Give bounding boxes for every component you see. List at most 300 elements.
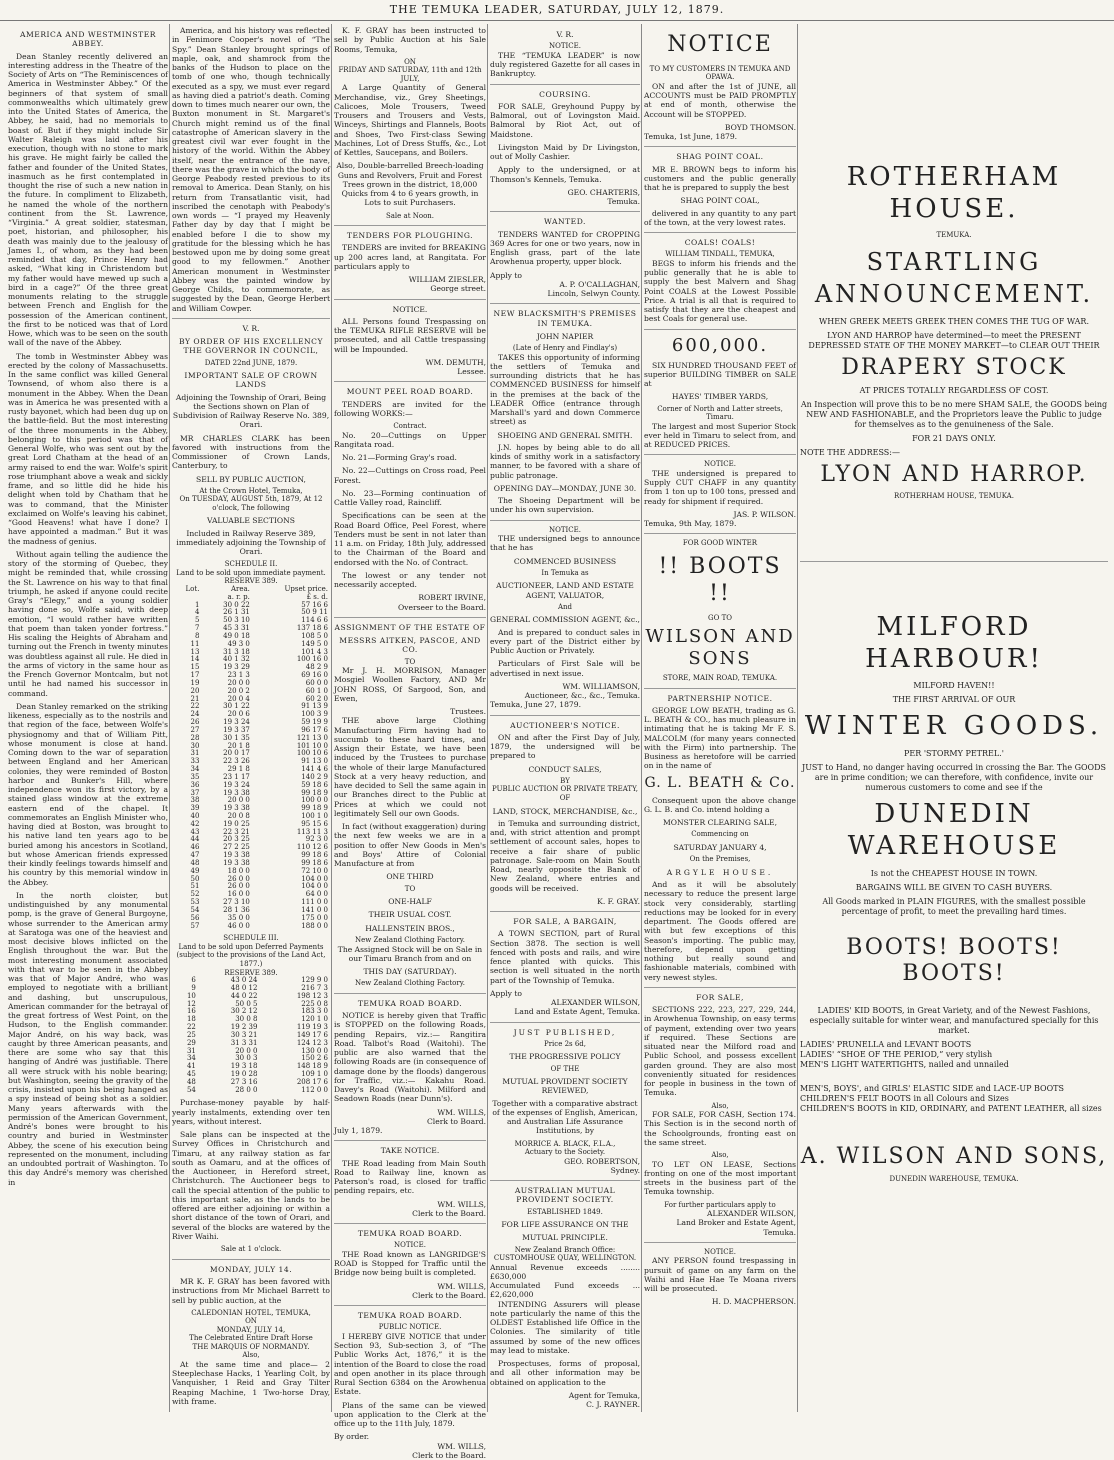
divider xyxy=(644,1242,796,1243)
table-cell: 9 xyxy=(191,983,196,992)
title: Overseer to the Board. xyxy=(397,602,486,612)
table-cell: 188 0 0 xyxy=(301,921,328,930)
land-stock: LAND, STOCK, MERCHANDISE, &c., xyxy=(492,806,638,816)
take-notice: TAKE NOTICE. xyxy=(380,1146,440,1156)
chaff-text: THE undersigned is prepared to Supply CUT CHAFF in any quantity from 1 ton up to 100 tons, pressed and ready for shipment if required. xyxy=(644,468,796,506)
table-cell: 225 0 8 xyxy=(301,999,328,1008)
table-cell: 112 0 0 xyxy=(301,1085,328,1094)
contract-item: No. 20—Cuttings on Upper Rangitata road. xyxy=(334,430,486,449)
signature: ALEXANDER WILSON, xyxy=(551,998,640,1007)
divider xyxy=(334,381,486,382)
public-notice: PUBLIC NOTICE. xyxy=(378,1323,442,1332)
tindall: WILLIAM TINDALL, TEMUKA, xyxy=(665,250,775,259)
divider xyxy=(334,1305,486,1306)
greek-line: WHEN GREEK MEETS GREEK THEN COMES THE TUG OF WAR. xyxy=(819,316,1089,326)
table-cell: 4 xyxy=(194,608,200,617)
article-heading: AMERICA AND WESTMINSTER ABBEY. xyxy=(20,30,156,49)
divider xyxy=(644,232,796,233)
table-cell: 130 0 0 xyxy=(301,1046,328,1055)
and: And xyxy=(557,602,573,611)
amp-heading: AUSTRALIAN MUTUAL PROVIDENT SOCIETY. xyxy=(514,1186,616,1205)
table-cell: 50 9 11 xyxy=(301,608,328,617)
prunella: LADIES' PRUNELLA and LEVANT BOOTS LADIES' “SHOE OF THE PERIOD,” very stylish MEN'S LIGHT WATERTIGHTS, nailed and unnailed xyxy=(800,1040,1009,1070)
annual-revenue: Annual Revenue exceeds ........ £630,000 xyxy=(490,1262,640,1281)
table-cell: 48 xyxy=(190,858,200,867)
signature: WM. DEMUTH, xyxy=(425,357,486,367)
assignment-heading: ASSIGNMENT OF THE ESTATE OF xyxy=(334,622,486,632)
timber-text: SIX HUNDRED THOUSAND FEET of superior BUILDING TIMBER on SALE at xyxy=(644,360,796,389)
table-cell: 22 xyxy=(186,1023,196,1032)
monday-date: MONDAY, JULY 14, xyxy=(216,1325,286,1334)
table-cell: 18 xyxy=(186,1015,196,1024)
column-rule xyxy=(487,24,488,1412)
col-header: Lot. xyxy=(185,584,200,593)
address: George street. xyxy=(430,284,486,294)
commencing: Commencing on xyxy=(691,830,749,839)
sale-time: Sale at 1 o'clock. xyxy=(220,1245,282,1254)
table-cell: 20 0 2 xyxy=(227,686,250,695)
title: Clerk to Board. xyxy=(427,1116,486,1126)
notice-heading: NOTICE. xyxy=(704,460,736,469)
table-cell: 39 xyxy=(190,804,200,813)
table-cell: 23 1 3 xyxy=(227,671,250,680)
policy: THE PROGRESSIVE POLICY xyxy=(509,1052,621,1062)
established: ESTABLISHED 1849. xyxy=(527,1207,603,1216)
table-cell: 30 0 3 xyxy=(235,1054,258,1063)
col-units: a. r. p. xyxy=(227,592,250,601)
shoeing: SHOEING AND GENERAL SMITH. xyxy=(497,430,633,440)
table-cell: 20 0 6 xyxy=(227,710,250,719)
shag-coal: SHAG POINT COAL, xyxy=(680,196,760,206)
table-cell: 46 0 0 xyxy=(227,921,250,930)
customers-text: ON and after the 1st of JUNE, all ACCOUNTS must be PAID PROMPTLY at end of month, otherwise the Account will be STOPPED. xyxy=(644,81,796,119)
article-paragraph: America, and his history was reflected in Fenimore Cooper's novel of “The Spy.” Dean Stanley brought springs of maple, oak, and shamrock from the banks of the Hudson to place on the tomb of one who, though technically executed as a spy, we must ever regard as having died a patriot's death. Coming down to times much nearer our own, the Buxton monument in St. Margaret's Church might remind us of the final catastrophe of American slavery in the greatest civil war ever fought in the history of the world. Within the Abbey itself, near the entrance of the nave, there was the grave in which the body of George Peabody rested previous to its removal to America. Dean Stanly, on his return from Transatlantic visit, had inscribed the cenotaph with Peabody's own words — “I prayed my Heavenly Father day by day that I might be enabled before I die to show my gratitude for the blessing which he has bestowed upon me by doing some great good to my fellowmen.” Another American monument in Westminster Abbey was the painted window by George Childs, to commemorate, as suggested by the Dean, George Herbert and William Cowper. xyxy=(172,26,330,313)
shag-heading: SHAG POINT COAL. xyxy=(676,152,764,162)
black-name: MORRICE A. BLACK, F.L.A., xyxy=(514,1139,616,1148)
table-cell: 26 xyxy=(190,718,200,727)
mutual-reviewed: MUTUAL PROVIDENT SOCIETY REVIEWED, xyxy=(502,1077,628,1096)
sections-text: SECTIONS 222, 223, 227, 229, 244, in Arowhenua Township, on easy terms of payment, extending over two years if required. These Sections are situated near the Milford road and Public School, and possess excellent garden ground. They are also most conveniently situated for residences for people in business in the town of Temuka. xyxy=(644,1005,796,1098)
table-cell: 20 1 8 xyxy=(227,741,250,750)
blacksmith-heading: NEW BLACKSMITH'S PREMISES IN TEMUKA. xyxy=(493,309,637,328)
table-cell: 198 12 3 xyxy=(296,991,328,1000)
public-notice-text: I HEREBY GIVE NOTICE that under Section 93, Sub-section 3, of “The Public Works Act, 1876,” it is the intention of the Board to close the road and open another in its place through Rural Section 6384 on the Arowhenua Estate. xyxy=(334,1331,486,1397)
nz-branch: New Zealand Branch Office: xyxy=(514,1245,616,1254)
lease-text: TO LET ON LEASE, Sections fronting on one of the most important streets in the business part of the Temuka township. xyxy=(644,1159,796,1197)
morrison: Mr J. H. MORRISON, Manager Mosgiel Woollen Factory, AND Mr JOHN ROSS, Of Sargood, Son, and Ewen, xyxy=(334,666,486,703)
prices-line: AT PRICES TOTALLY REGARDLESS OF COST. xyxy=(859,385,1049,395)
table-cell: 33 xyxy=(190,757,200,766)
table-cell: 5 xyxy=(194,616,200,625)
table-cell: 27 3 10 xyxy=(223,898,250,907)
table-cell: 113 11 3 xyxy=(296,827,328,836)
sale-heading: IMPORTANT SALE OF CROWN LANDS xyxy=(184,371,318,390)
table-cell: 100 10 6 xyxy=(296,749,328,758)
column-2 xyxy=(172,26,330,1411)
table-cell: 30 0 8 xyxy=(235,1015,258,1024)
table-cell: 19 0 28 xyxy=(230,1070,258,1078)
together-text: Together with a comparative abstract of the expenses of English, American, and Australian Life Assurance Institutions, by xyxy=(492,1098,638,1136)
dated: DATED 22nd JUNE, 1879. xyxy=(204,358,298,367)
table-cell: 20 0 0 xyxy=(235,1046,258,1055)
table-cell: 19 xyxy=(190,678,200,687)
actuary: Actuary to the Society. xyxy=(524,1148,606,1157)
table-cell: 23 1 17 xyxy=(223,772,250,781)
corner: Corner of North and Latter streets, Timaru. xyxy=(657,404,783,422)
also: Also, xyxy=(711,1101,729,1110)
table-cell: 6 xyxy=(191,976,196,985)
terms-2: Sale plans can be inspected at the Survey Offices in Christchurch and Timaru, at any railway station as far south as Oamaru, and at the offices of the Auctioneer, in Hereford street, Christchurch. The Auctioneer begs to call the special attention of the public to this important sale, as the lands to be offered are either adjoining or within a short distance of the town of Orari, and several of the blocks are watered by the River Waihi. xyxy=(172,1130,330,1241)
table-cell: 60 2 0 xyxy=(305,694,328,703)
table-cell: 149 17 6 xyxy=(296,1030,328,1039)
col-units: £ s. d. xyxy=(306,592,328,601)
table-cell: 99 18 9 xyxy=(301,804,328,813)
table-cell: 208 17 6 xyxy=(296,1077,328,1086)
table-cell: 101 4 3 xyxy=(301,647,328,656)
table-cell: 45 xyxy=(186,1070,196,1078)
table-cell: 54 xyxy=(190,905,200,914)
table-cell: 20 0 4 xyxy=(227,694,250,703)
table-cell: 22 xyxy=(190,702,200,711)
table-cell: 20 3 25 xyxy=(223,835,250,844)
signature: WM. WILLS, xyxy=(437,1281,486,1291)
table-cell: 28 1 36 xyxy=(223,905,250,914)
prepared-text: And is prepared to conduct sales in every part of the District either by Public Auction or Privately. xyxy=(490,627,640,656)
customhouse: CUSTOMHOUSE QUAY, WELLINGTON. xyxy=(493,1254,637,1263)
table-cell: 43 0 24 xyxy=(230,976,258,985)
article-paragraph: In the north cloister, but undistinguished by any monumental pomp, is the grave of General Burgoyne, whose surrender to the American army at Saratoga was one of the heaviest and most decisive blows inflicted on the English throughout the war. But the most interesting monument associated with that war to be seen in the Abbey was that of Major André, who was employed to negotiate with a brilliant and dashing, but unscrupulous, American commander for the betrayal of the great fortress of West Point, on the Hudson, to the English commander. Major André, on his way back, was caught by three American peasants, and there are some who say that this hanging of André was justifiable. There all were struck with his noble bearing; but Washington, seeing the gravity of the crisis, insisted upon his being hanged as a spy instead of being shot as a soldier. Many years afterwards with the permission of the American Government, André's bones were brought to his country and buried in Westminster Abbey, the scene of his execution being represented on the monument, including an undoubted portrait of Washington. To this day André's memory was cherished in xyxy=(8,890,168,1187)
premises: On the Premises, xyxy=(689,855,751,864)
valuable-heading: VALUABLE SECTIONS xyxy=(206,516,295,526)
contract-item: No. 22—Cuttings on Cross road, Peel Forest. xyxy=(334,466,486,485)
table-cell: 108 5 0 xyxy=(301,631,328,640)
date: July 1, 1879. xyxy=(334,1126,383,1136)
title: Lessee. xyxy=(457,367,486,377)
column-rule xyxy=(641,24,642,1412)
col-header: Upset price. xyxy=(284,584,328,593)
consequent-text: Consequent upon the above change G. L. B. and Co. intend holding a xyxy=(644,795,796,814)
table-cell: 35 xyxy=(190,772,200,781)
conduct-sales: CONDUCT SALES, xyxy=(528,764,602,774)
table-cell: 43 xyxy=(190,827,200,836)
table-cell: 11 xyxy=(190,639,200,648)
table-cell: 42 xyxy=(190,819,200,828)
table-cell: 30 1 22 xyxy=(223,702,250,711)
largest-text: The largest and most Superior Stock ever held in Timaru to select from, and at REDUCED PRICES. xyxy=(644,421,796,450)
trespass-text: ANY PERSON found trespassing in pursuit of game on any farm on the Waihi and Hae Hae Te Moana rivers will be prosecuted. xyxy=(644,1256,796,1294)
town-section-text: A TOWN SECTION, part of Rural Section 3878. The section is well fenced with posts and rails, and wire fence planted with quicks. This section is well situated in the north part of the Township of Temuka. xyxy=(490,929,640,985)
coursing-heading: COURSING. xyxy=(539,89,591,99)
customers-heading: TO MY CUSTOMERS IN TEMUKA AND OPAWA. xyxy=(649,64,791,82)
table-cell: 60 0 0 xyxy=(305,678,328,687)
six-hundred: 600,000. xyxy=(671,334,769,356)
column-6 xyxy=(800,26,1108,1411)
coursing-text: FOR SALE, Greyhound Puppy by Balmoral, out of Lovingston Maid. Balmoral by Riot Act, out of Maidstone. xyxy=(490,101,640,139)
table-cell: 19 3 38 xyxy=(223,788,250,797)
table-cell: 44 0 22 xyxy=(230,991,258,1000)
table-cell: 175 0 0 xyxy=(301,913,328,922)
dw-address: DUNEDIN WAREHOUSE, TEMUKA. xyxy=(889,1175,1019,1184)
rotherham-house: ROTHERHAM HOUSE. xyxy=(846,162,1062,224)
auctioneers-notice: AUCTIONEER'S NOTICE. xyxy=(510,720,620,730)
sell-line: SELL BY PUBLIC AUCTION, xyxy=(196,474,306,484)
divider xyxy=(172,1259,330,1260)
winter-goods: WINTER GOODS. xyxy=(804,711,1104,742)
shoeing-dept: The Shoeing Department will be under his own supervision. xyxy=(490,496,640,515)
table-cell: 104 0 0 xyxy=(301,874,328,883)
life-assurance: FOR LIFE ASSURANCE ON THE xyxy=(501,1220,629,1230)
cheapest: Is not the CHEAPEST HOUSE IN TOWN. xyxy=(870,868,1038,878)
table-cell: 91 13 0 xyxy=(301,757,328,766)
article-paragraph: Dean Stanley recently delivered an interesting address in the Theatre of the Society of Arts on “The Reminiscences of America in Westminster Abbey.” Of the beginners of that system of small commonwealths which ultimately grew into the United States of America, the Abbey, he said, had no memorials to boast of. But if they might include Sir Walter Raleigh was laid after his execution, though with no stone to mark his grave. He might fairly be called the father and founder of the United States, inasmuch as he first contemplated in thought the rise of such a new nation in the future. In compliment to Elizabeth, he named the whole of the northern continent from the St. Lawrence, “Virginia.” A great soldier, statesman, poet, historian, and philosopher, his death was mainly due to the jealousy of James I., of whom, as they had been reminded that day, Prince Henry had asked, “What king in Christendom but my father would have mewed up such a bird in a cage?” Of the three great monuments relating to the struggle between French and English for the possession of the American continent, the first to be noticed was that of Lord Howe, which was to be seen on the south wall of the nave of the Abbey. xyxy=(8,51,168,348)
days-line: FOR 21 DAYS ONLY. xyxy=(912,433,996,443)
schedule-ii: SCHEDULE II. xyxy=(224,560,278,569)
divider xyxy=(644,688,796,689)
wilson-sons: WILSON AND SONS xyxy=(645,626,795,670)
notice-heading: NOTICE. xyxy=(549,42,581,51)
milford-harbour: MILFORD HARBOUR! xyxy=(865,611,1043,674)
table-cell: 19 3 29 xyxy=(223,663,250,672)
table-cell: 150 2 6 xyxy=(301,1054,328,1063)
article-paragraph: The tomb in Westminster Abbey was erected by the colony of Massachusetts. In the same conflict was killed General Townsend, of whom also there is a monument in the Abbey. When the Dean was in America he was presented with a rusty bayonet, which had been dug up on the battle-field. But the most interesting of the three monuments in the Abbey, belonging to this period was that of General Wolfe, who was sent out by the great Lord Chatham at the head of an army raised to end the war. Wolfe's spirit rose triumphant above a weak and sickly frame, and so little did he hide his delight when told by Chatham that he was to command, that the Minister exclaimed on Wolfe's leaving his cabinet, “Good Heavens! what have I done? I have appointed a madman.” But it was the madness of genius. xyxy=(8,351,168,546)
signature: H. D. MACPHERSON. xyxy=(711,1297,796,1307)
late: (Late of Henry and Findlay's) xyxy=(512,344,618,353)
article-paragraph: Dean Stanley remarked on the striking likeness, especially as to the nostrils and that region of the face, between Wolfe's physiognomy and that of William Pitt, whose monument is close at hand. Coming down to the war of separation between England and her American colonies, they were reminded of Boston harbor and Bunker's Hill, where independence won its first victory, by a stained glass window at the extreme eastern end of the chapel. It commemorates an English Minister who, having died at Boston, was brought to his native land ten years ago to be buried among his ancestors in Scotland, but whose American friends expressed their kindly feelings towards himself and his country by this memorial window in the Abbey. xyxy=(8,701,168,887)
store: STORE, MAIN ROAD, TEMUKA. xyxy=(662,674,778,683)
table-cell: 100 3 9 xyxy=(301,710,328,719)
signature: GEO. CHARTERIS, xyxy=(567,187,640,197)
table-cell: 8 xyxy=(194,631,200,640)
boots-big: !! BOOTS !! xyxy=(658,554,782,606)
divider xyxy=(800,561,1108,562)
table-cell: 40 1 32 xyxy=(223,655,250,664)
signature: WILLIAM ZIESLER, xyxy=(408,275,486,285)
apply: Apply to xyxy=(490,988,522,998)
notice-text: ALL Persons found Trespassing on the TEMUKA RIFLE RESERVE will be prosecuted, and all Cattle trespassing will be Impounded. xyxy=(334,316,486,354)
table-cell: 26 1 31 xyxy=(223,608,250,617)
table-cell: 41 xyxy=(186,1062,196,1071)
date: Temuka, 1st June, 1879. xyxy=(644,132,738,142)
table-cell: 24 xyxy=(190,710,200,719)
gray-sale: K. F. GRAY has been instructed to sell by Public Auction at his Sale Rooms, Temuka, xyxy=(334,26,486,54)
place: Sydney. xyxy=(610,1165,640,1175)
table-cell: 72 10 0 xyxy=(301,866,328,875)
table-cell: 19 3 38 xyxy=(223,804,250,813)
column-rule xyxy=(169,24,170,1412)
marquis: THE MARQUIS OF NORMANDY. xyxy=(192,1342,310,1351)
agent: Agent for Temuka, xyxy=(568,1390,640,1400)
also: Also, xyxy=(242,1351,260,1360)
table-cell: 100 16 0 xyxy=(296,655,328,664)
one-third: ONE THIRD xyxy=(386,872,434,882)
column-4 xyxy=(490,26,640,1411)
road-board-heading: TEMUKA ROAD BOARD. xyxy=(357,1311,463,1321)
table-cell: 31 3 18 xyxy=(223,647,250,656)
sell-at: At the Crown Hotel, Temuka, xyxy=(199,486,303,495)
divider xyxy=(490,303,640,304)
table-cell: 149 5 0 xyxy=(301,639,328,648)
table-cell: 104 0 0 xyxy=(301,882,328,891)
table-cell: 20 0 0 xyxy=(227,678,250,687)
table-cell: 124 12 3 xyxy=(296,1038,328,1047)
monday-heading: MONDAY, JULY 14. xyxy=(209,1264,293,1274)
accumulated-fund: Accumulated Fund exceeds ... £2,620,000 xyxy=(490,1281,640,1300)
table-cell: 29 1 8 xyxy=(227,765,250,774)
table-cell: 114 6 6 xyxy=(301,616,328,625)
table-cell: 17 xyxy=(190,671,200,680)
note-address: NOTE THE ADDRESS:— xyxy=(800,447,900,457)
table-cell: 30 1 35 xyxy=(223,733,250,742)
stock-list: A Large Quantity of General Merchandise, viz., Grey Sheetings, Calicoes, Mole Trousers, Tweed Trousers and Trousers and Vests, Winceys, Shirtings and Flannels, Boots and Shoes, Two First-class Sewing Machines, Lot of Dress Stuffs, &c., Lot of Kettles, Saucepans, and Boilers. xyxy=(334,83,486,158)
mount-peel-heading: MOUNT PEEL ROAD BOARD. xyxy=(346,387,474,397)
table-cell: 30 3 21 xyxy=(230,1030,258,1039)
just-published: JUST PUBLISHED, xyxy=(513,1027,617,1037)
celebrated: The Celebrated Entire Draft Horse xyxy=(189,1334,313,1343)
inspection-text: An Inspection will prove this to be no mere SHAM SALE, the GOODS being NEW AND FASHIONABLE, and the Proprietors leave the Public to judge for themselves as to the genuineness of the Sale. xyxy=(800,399,1108,429)
place: Lincoln, Selwyn County. xyxy=(547,289,640,299)
table-cell: 91 13 9 xyxy=(301,702,328,711)
vr-crest: V. R. xyxy=(242,323,260,333)
dunedin-warehouse: DUNEDIN WAREHOUSE xyxy=(847,799,1061,861)
and-as-text: And as it will be absolutely necessary to reduce the present large stock very considerably, startling reductions may be looked for in every department. The Goods offered are with but few exceptions of this Season's importing. The public may, therefore, depend upon getting nothing but really sound and fashionable materials, combined with very newest styles. xyxy=(644,880,796,982)
divider xyxy=(644,454,796,455)
table-cell: 109 1 0 xyxy=(301,1070,328,1078)
included-text: Included in Railway Reserve 389, immediately adjoining the Township of Orari. xyxy=(176,528,326,557)
divider xyxy=(644,533,796,534)
table-cell: 92 3 0 xyxy=(305,835,328,844)
schedule-iii-table xyxy=(172,977,330,1094)
table-cell: 216 7 3 xyxy=(301,983,328,992)
table-cell: 54 xyxy=(186,1085,196,1094)
monster-sale: MONSTER CLEARING SALE, xyxy=(663,818,777,828)
table-cell: 49 xyxy=(190,866,200,875)
one-half: ONE-HALF xyxy=(388,897,432,907)
argyle-house: ARGYLE HOUSE. xyxy=(666,867,774,877)
brown-text: MR E. BROWN begs to inform his customers and the public generally that he is prepared to supply the best xyxy=(644,164,796,193)
nz-factory: New Zealand Clothing Factory. xyxy=(355,979,465,988)
signature: A. P. O'CALLAGHAN, xyxy=(559,279,640,289)
by: BY xyxy=(560,776,570,785)
bargain-heading: FOR SALE, A BARGAIN, xyxy=(513,917,617,926)
table-cell: 30 xyxy=(190,741,200,750)
tindall-text: BEGS to inform his friends and the public generally that he is able to supply the best Malvern and Shag Point COALS at the Lowest Possible Price. A trial is all that is required to satisfy that they are the cheapest and best Coals for general use. xyxy=(644,258,796,324)
place: Temuka. xyxy=(607,197,640,207)
glb-firm: G. L. BEATH & Co. xyxy=(644,774,796,791)
prospectus-text: Prospectuses, forms of proposal, and all other information may be obtained on application to the xyxy=(490,1359,640,1387)
table-cell: 148 18 9 xyxy=(296,1062,328,1071)
signature: GEO. ROBERTSON, xyxy=(564,1156,640,1166)
auctioneer: AUCTIONEER, LAND AND ESTATE AGENT, VALUATOR, xyxy=(496,581,634,600)
opening-day: OPENING DAY—MONDAY, JUNE 30. xyxy=(493,483,637,493)
table-cell: 100 0 0 xyxy=(301,796,328,805)
anotice-text: ON and after the First Day of July, 1879, the undersigned will be prepared to xyxy=(490,732,640,761)
further: For further particulars apply to xyxy=(664,1200,776,1209)
signature: ALEXANDER WILSON, xyxy=(707,1209,796,1219)
schedule-ii-table xyxy=(172,586,330,930)
stormy-petrel: PER 'STORMY PETREL.' xyxy=(904,749,1004,759)
sale-noon: Sale at Noon. xyxy=(385,211,435,220)
reserve-label: RESERVE 389. xyxy=(224,968,278,977)
on: ON xyxy=(245,1317,257,1326)
divider xyxy=(490,911,640,912)
in-temuka-text: in Temuka and surrounding district, and, with strict attention and prompt settlement of account sales, hopes to receive a fair share of public patronage. Sale-room on Main South Road, nearly opposite the Bank of New Zealand, where entries and goods will be received. xyxy=(490,818,640,893)
table-cell: 40 xyxy=(190,811,200,820)
table-cell: 26 0 0 xyxy=(227,874,250,883)
table-cell: 19 0 25 xyxy=(223,819,250,828)
table-cell: 19 3 24 xyxy=(223,780,250,789)
spec-text: Specifications can be seen at the Road Board Office, Peel Forest, where Tenders must be sent in not later than 11 a.m. on Friday, 18th July, addressed to the Chairman of the Board and endorsed with the No. of Contract. xyxy=(334,511,486,567)
in-temuka: In Temuka as xyxy=(541,568,589,577)
schedule-ii-sub: Land to be sold upon immediate payment. xyxy=(176,568,326,577)
mens-boots: MEN'S, BOYS', and GIRLS' ELASTIC SIDE and LACE-UP BOOTS CHILDREN'S FELT BOOTS in all Colours and Sizes CHILDREN'S BOOTS in KID, ORDINARY, and PATENT LEATHER, all sizes xyxy=(800,1084,1102,1114)
terms: Purchase-money payable by half-yearly instalments, extending over ten years, without interest. xyxy=(172,1098,330,1126)
signature: C. J. RAYNER. xyxy=(586,1400,640,1410)
table-cell: 110 12 6 xyxy=(296,843,328,852)
lyon-text: LYON AND HARROP have determined—to meet the PRESENT DEPRESSED STATE OF THE MONEY MARKET—to CLEAR OUT THEIR xyxy=(808,330,1100,350)
table-cell: 35 0 0 xyxy=(227,913,250,922)
notice-heading: NOTICE. xyxy=(704,1247,736,1256)
table-cell: 28 xyxy=(190,733,200,742)
lowest-text: The lowest or any tender not necessarily accepted. xyxy=(334,570,486,590)
january-date: SATURDAY JANUARY 4, xyxy=(673,842,767,852)
table-cell: 52 xyxy=(190,890,200,899)
table-cell: 14 xyxy=(190,655,200,664)
table-cell: 20 xyxy=(190,686,200,695)
wanted-text: TENDERS WANTED for CROPPING 369 Acres for one or two years, now in English grass, part of the late Arowhenua property, upper block. xyxy=(490,229,640,267)
mount-peel-text: TENDERS are invited for the following WORKS:— xyxy=(334,399,486,418)
divider xyxy=(490,1022,640,1023)
table-cell: 27 xyxy=(190,725,200,734)
signature: JAS. P. WILSON. xyxy=(733,509,796,519)
table-cell: 20 0 17 xyxy=(223,749,250,758)
lyon-address: ROTHERHAM HOUSE, TEMUKA. xyxy=(894,492,1014,501)
signature: ROBERT IRVINE, xyxy=(418,593,486,603)
table-cell: 36 xyxy=(190,780,200,789)
table-cell: 38 xyxy=(190,796,200,805)
table-cell: 18 0 0 xyxy=(227,866,250,875)
table-cell: 20 0 8 xyxy=(227,811,250,820)
coals-heading: COALS! COALS! xyxy=(684,238,756,248)
divider xyxy=(172,318,330,319)
signature: WM. WILLS, xyxy=(437,1441,486,1451)
title: Land Broker and Estate Agent, Temuka. xyxy=(676,1218,796,1237)
table-cell: 141 0 0 xyxy=(301,905,328,914)
signature: WM. WILLS, xyxy=(437,1107,486,1117)
table-cell: 31 3 31 xyxy=(230,1038,258,1047)
table-cell: 121 13 0 xyxy=(296,733,328,742)
table-cell: 19 2 39 xyxy=(230,1023,258,1032)
also-list: Also, Double-barrelled Breech-loading Guns and Revolvers, Fruit and Forest Trees grown in the district, 18,000 Quicks from 4 to 6 years growth, in Lots to suit Purchasers. xyxy=(336,161,484,208)
table-cell: 53 xyxy=(190,898,200,907)
reserve-label: RESERVE 389. xyxy=(224,577,278,586)
winter-heading: FOR GOOD WINTER xyxy=(682,539,758,548)
table-cell: 44 xyxy=(190,835,200,844)
spacer xyxy=(800,26,1108,156)
messrs: MESSRS AITKEN, PASCOE, AND CO. xyxy=(339,636,481,655)
divider xyxy=(490,84,640,85)
table-cell: 99 18 9 xyxy=(301,788,328,797)
of-the: OF THE xyxy=(550,1064,580,1073)
table-cell: 15 xyxy=(190,663,200,672)
title: Land and Estate Agent, Temuka. xyxy=(514,1007,640,1017)
take-notice-text: THE Road leading from Main South Road to Railway line, known as Paterson's road, is closed for traffic pending repairs, etc. xyxy=(334,1158,486,1196)
signature: WM. WILLIAMSON, xyxy=(562,681,640,691)
partnership-heading: PARTNERSHIP NOTICE. xyxy=(667,693,773,703)
divider xyxy=(490,715,640,716)
just-text: JUST to Hand, no danger having occurred in crossing the Bar. The GOODS are in prime condition; we can therefore, with confidence, invite our numerous customers to come and see if the xyxy=(801,763,1106,793)
table-cell: 57 16 6 xyxy=(301,600,328,609)
tenders-text: TENDERS are invited for BREAKING up 200 acres land, at Rangitata. For particulars apply to xyxy=(334,243,486,271)
